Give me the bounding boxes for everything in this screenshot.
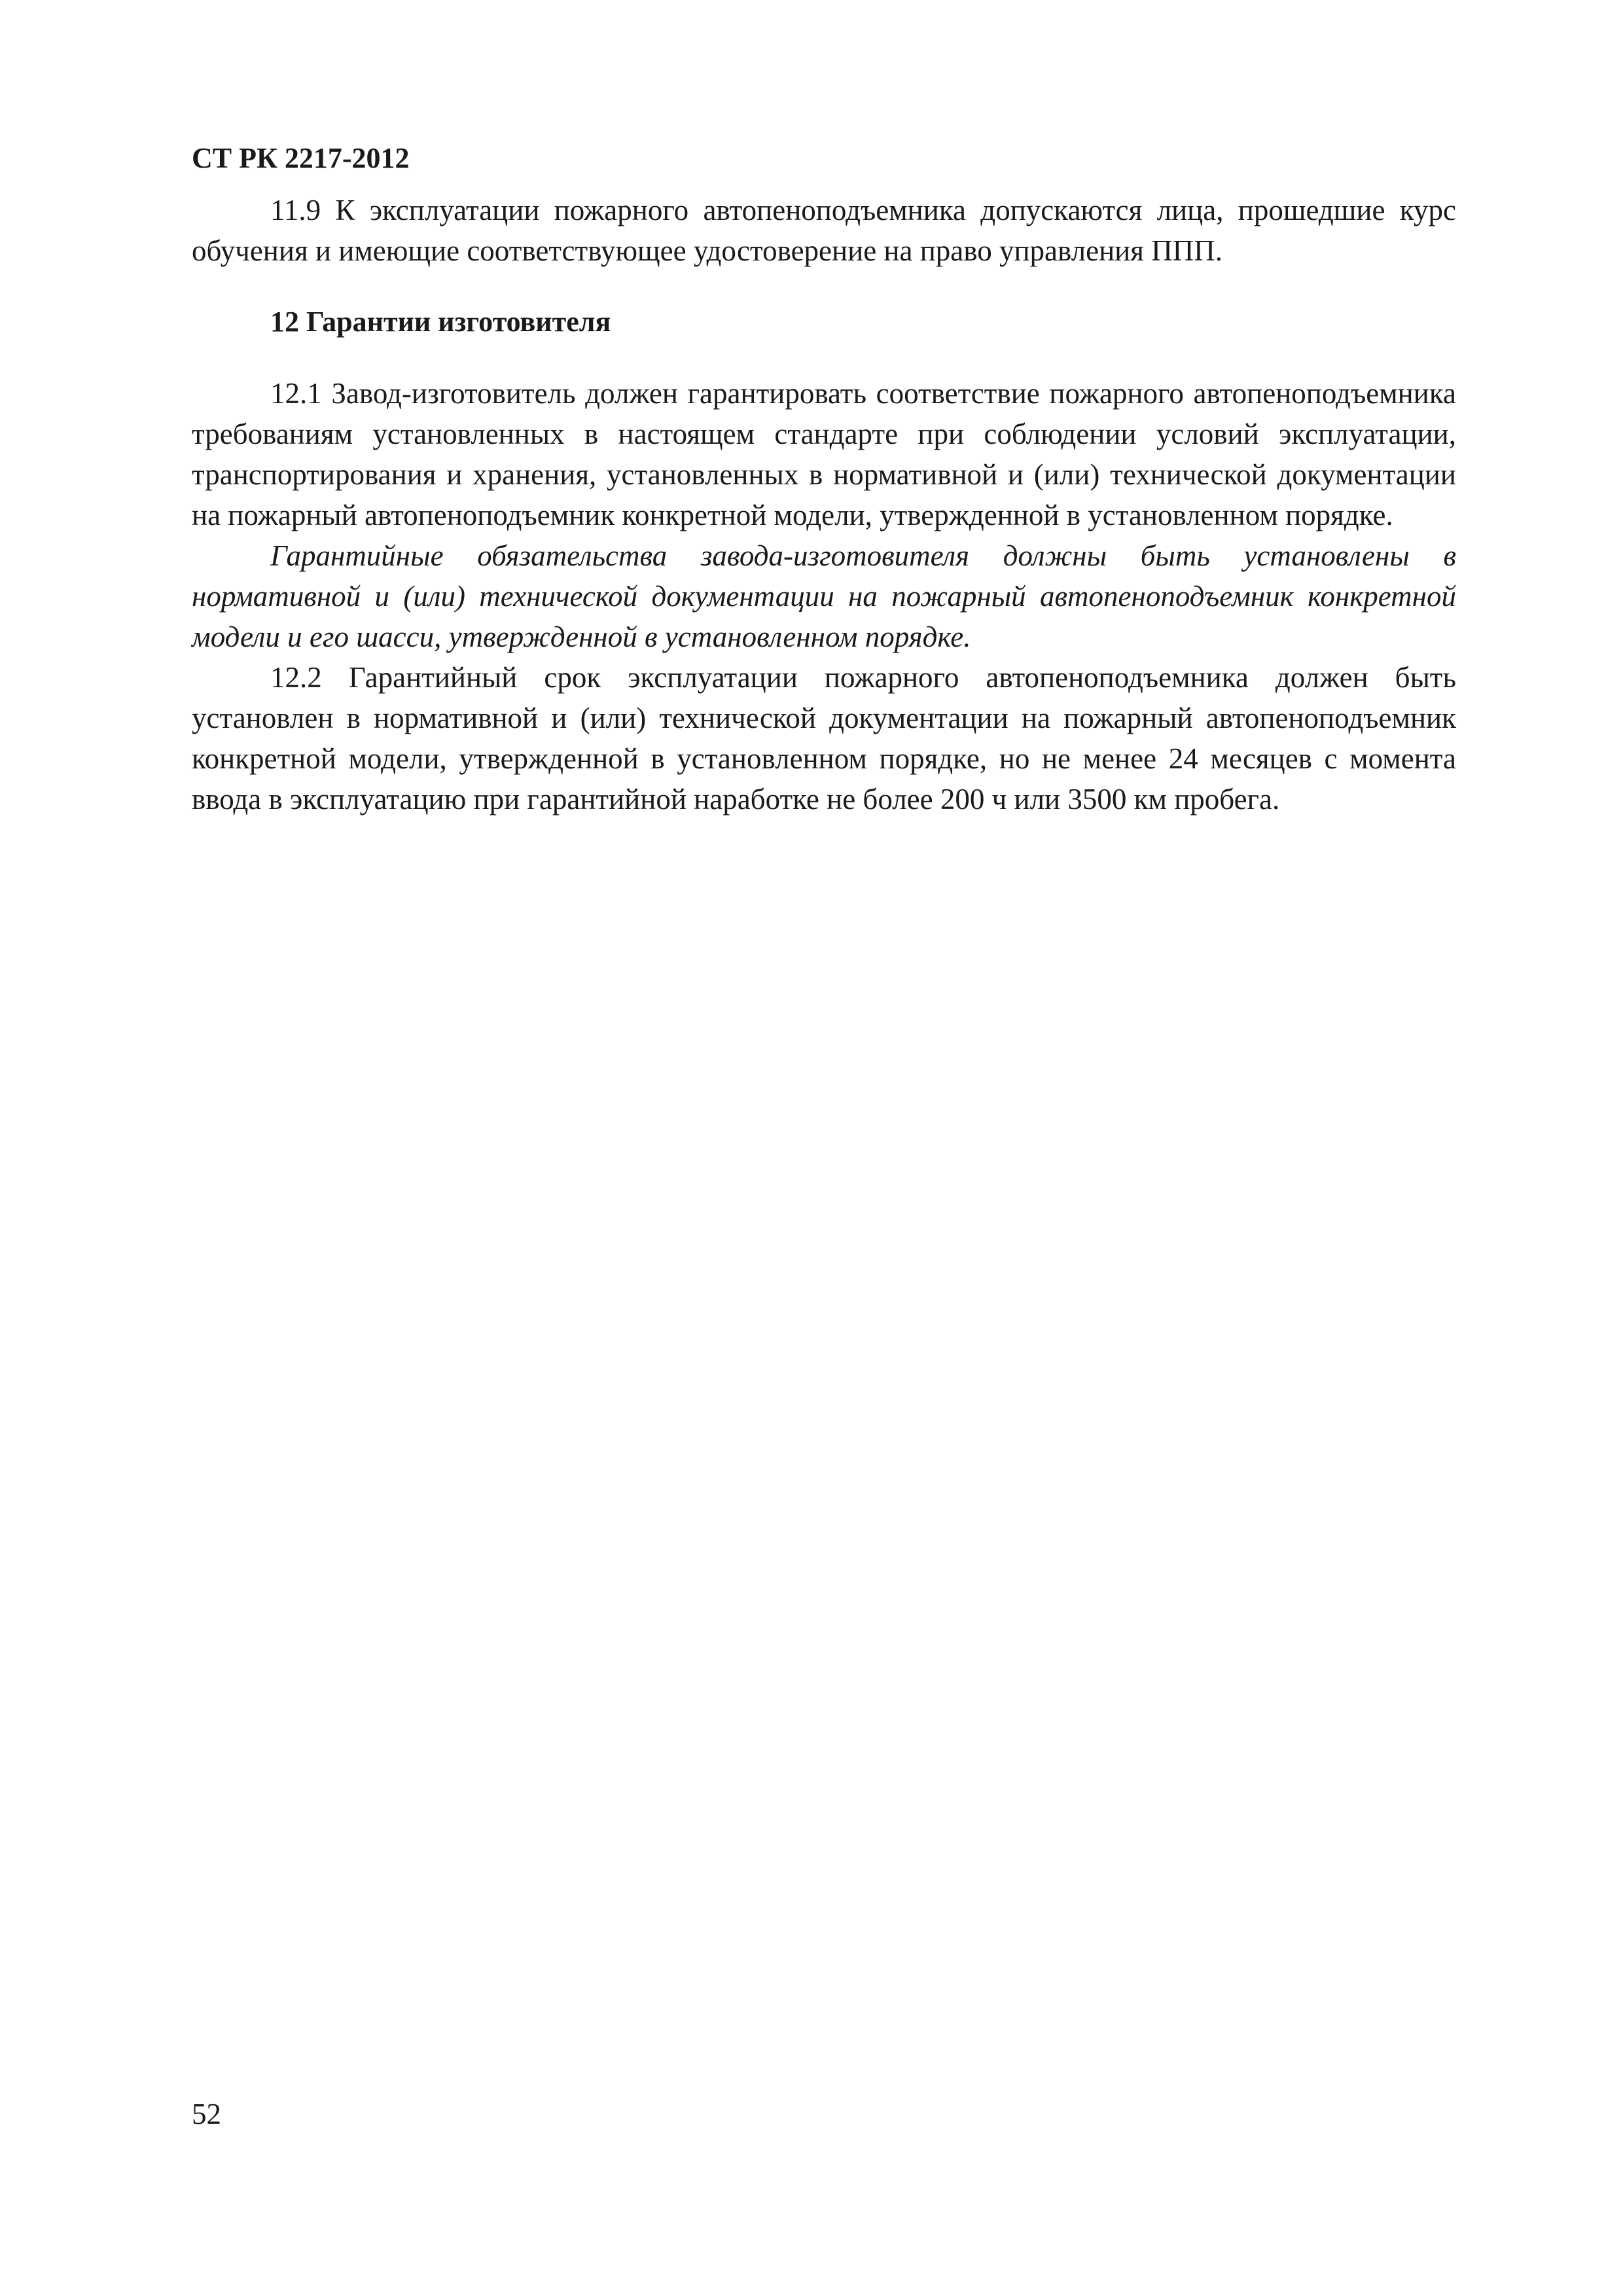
paragraph-11-9: 11.9 К эксплуатации пожарного автопеноподъемника допускаются лица, прошедшие курс обучения и имеющие соответствующее удостоверение на право управления ППП. <box>192 194 1456 267</box>
document-code-header: СТ РК 2217-2012 <box>192 142 410 174</box>
paragraph-12-2: 12.2 Гарантийный срок эксплуатации пожарного автопеноподъемника должен быть установлен в нормативной и (или) технической документации на пожарный автопеноподъемник конкретной модели, утвержденной в установленном порядке, но не менее 24 месяцев с момента ввода в эксплуатацию при гарантийной наработке не более 200 ч или 3500 км пробега. <box>192 661 1456 816</box>
section-12-title: 12 Гарантии изготовителя <box>270 306 611 338</box>
paragraph-12-1: 12.1 Завод-изготовитель должен гарантировать соответствие пожарного автопеноподъемника требованиям установленных в настоящем стандарте при соблюдении условий эксплуатации, транспортирования и хранения, установленных в нормативной и (или) технической документации на пожарный автопеноподъемник конкретной модели, утвержденной в установленном порядке. <box>192 377 1456 531</box>
page-number: 52 <box>192 2098 221 2130</box>
paragraph-warranty-obligations: Гарантийные обязательства завода-изготовителя должны быть установлены в нормативной и (или) технической документации на пожарный автопеноподъемник конкретной модели и его шасси, утвержденной в установленном порядке. <box>192 539 1456 653</box>
document-body <box>192 190 1456 819</box>
